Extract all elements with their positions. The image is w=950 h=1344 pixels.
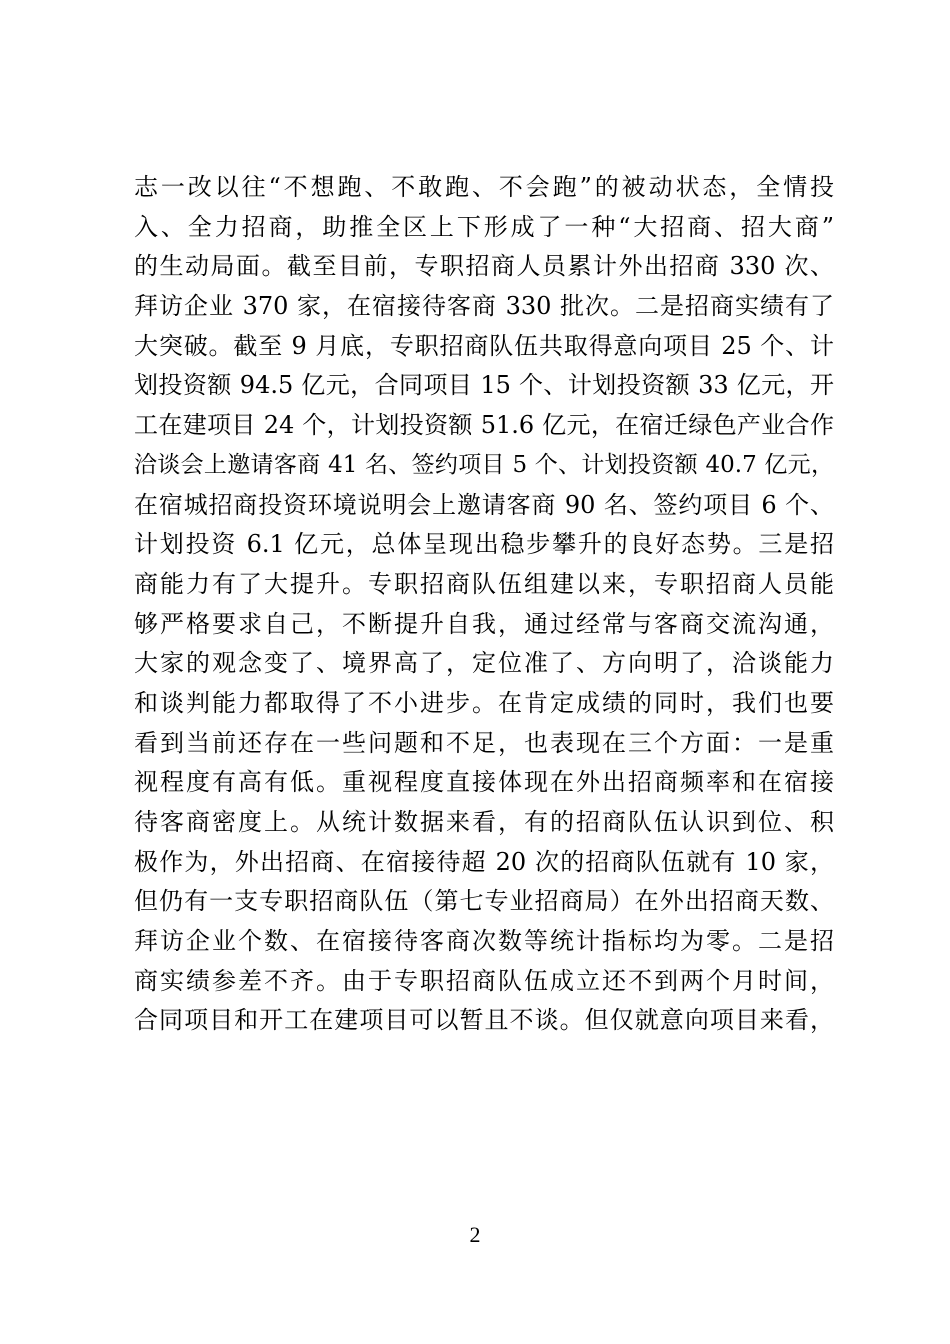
text-line: 但仍有一支专职招商队伍（第七专业招商局）在外出招商天数、 (134, 887, 834, 916)
text-line: 计划投资 6.1 亿元，总体呈现出稳步攀升的良好态势。三是招 (134, 530, 834, 559)
text-line: 极作为，外出招商、在宿接待超 20 次的招商队伍就有 10 家， (134, 847, 834, 876)
text-line: 拜访企业 370 家，在宿接待客商 330 批次。二是招商实绩有了 (134, 292, 834, 321)
text-line: 和谈判能力都取得了不小进步。在肯定成绩的同时，我们也要 (134, 688, 834, 717)
text-line: 大突破。截至 9 月底，专职招商队伍共取得意向项目 25 个、计 (134, 331, 834, 360)
text-line: 视程度有高有低。重视程度直接体现在外出招商频率和在宿接 (134, 768, 834, 797)
text-line: 合同项目和开工在建项目可以暂且不谈。但仅就意向项目来看， (134, 1006, 834, 1035)
page-number: 2 (469, 1222, 481, 1247)
text-line: 的生动局面。截至目前，专职招商人员累计外出招商 330 次、 (134, 252, 834, 281)
body-text (134, 168, 834, 1041)
text-line: 大家的观念变了、境界高了，定位准了、方向明了，洽谈能力 (134, 649, 834, 678)
text-line: 志一改以往“不想跑、不敢跑、不会跑”的被动状态，全情投 (134, 173, 834, 201)
text-line: 划投资额 94.5 亿元，合同项目 15 个、计划投资额 33 亿元，开 (134, 371, 834, 400)
text-line: 洽谈会上邀请客商 41 名、签约项目 5 个、计划投资额 40.7 亿元， (134, 451, 834, 478)
text-line: 看到当前还存在一些问题和不足，也表现在三个方面：一是重 (134, 728, 834, 757)
text-line: 拜访企业个数、在宿接待客商次数等统计指标均为零。二是招 (134, 927, 834, 956)
text-line: 入、全力招商，助推全区上下形成了一种“大招商、招大商” (134, 212, 834, 241)
text-line: 在宿城招商投资环境说明会上邀请客商 90 名、签约项目 6 个、 (134, 490, 834, 519)
text-line: 待客商密度上。从统计数据来看，有的招商队伍认识到位、积 (134, 808, 834, 836)
text-line: 商实绩参差不齐。由于专职招商队伍成立还不到两个月时间， (134, 966, 834, 995)
text-line: 够严格要求自己，不断提升自我，通过经常与客商交流沟通， (134, 609, 834, 638)
text-line: 工在建项目 24 个，计划投资额 51.6 亿元，在宿迁绿色产业合作 (134, 411, 834, 440)
text-line: 商能力有了大提升。专职招商队伍组建以来，专职招商人员能 (134, 569, 834, 598)
